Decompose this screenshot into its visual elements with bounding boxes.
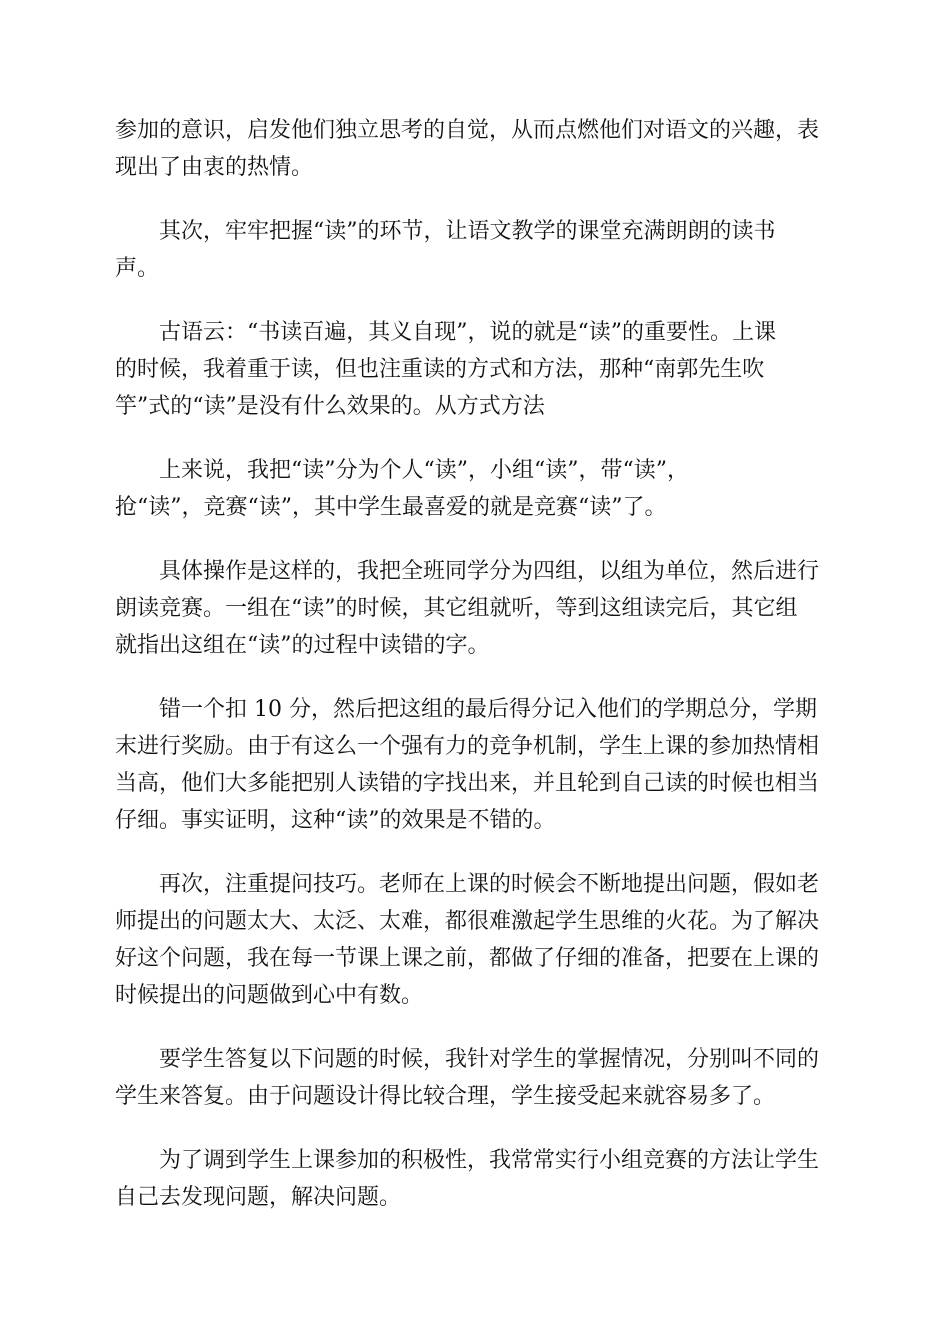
paragraph xyxy=(115,112,831,186)
paragraph xyxy=(115,866,831,1014)
text-line: 朗读竞赛。一组在“读”的时候，其它组就听，等到这组读完后，其它组 xyxy=(115,596,798,621)
paragraph xyxy=(115,452,831,526)
paragraph xyxy=(115,213,831,287)
text-line: 现出了由衷的热情。 xyxy=(115,155,314,180)
text-line: 就指出这组在“读”的过程中读错的字。 xyxy=(115,633,490,658)
text-line: 具体操作是这样的，我把全班同学分为四组，以组为单位，然后进行 xyxy=(159,559,820,584)
paragraph xyxy=(115,314,831,425)
text-line: 的时候，我着重于读，但也注重读的方式和方法，那种“南郭先生吹 xyxy=(115,357,765,382)
text-line: 再次，注重提问技巧。老师在上课的时候会不断地提出问题，假如老 xyxy=(159,872,820,897)
text-line: 时候提出的问题做到心中有数。 xyxy=(115,983,424,1008)
paragraph xyxy=(115,1142,831,1216)
text-line: 为了调到学生上课参加的积极性，我常常实行小组竞赛的方法让学生 xyxy=(159,1148,820,1173)
text-line: 抢“读”，竞赛“读”，其中学生最喜爱的就是竞赛“读”了。 xyxy=(115,495,667,520)
text-line: 仔细。事实证明，这种“读”的效果是不错的。 xyxy=(115,808,556,833)
text-line: 上来说，我把“读”分为个人“读”，小组“读”，带“读”， xyxy=(159,458,689,483)
text-line: 师提出的问题太大、太泛、太难，都很难激起学生思维的火花。为了解决 xyxy=(115,909,820,934)
paragraph xyxy=(115,553,831,664)
text-line: 好这个问题，我在每一节课上课之前，都做了仔细的准备，把要在上课的 xyxy=(115,946,820,971)
text-line: 竽”式的“读”是没有什么效果的。从方式方法 xyxy=(115,394,545,419)
text-line: 声。 xyxy=(115,256,160,281)
text-line: 自己去发现问题，解决问题。 xyxy=(115,1185,402,1210)
paragraph xyxy=(115,1041,831,1115)
document-body xyxy=(115,112,831,1243)
text-line: 当高，他们大多能把别人读错的字找出来，并且轮到自己读的时候也相当 xyxy=(115,771,820,796)
paragraph xyxy=(115,691,831,839)
text-line: 其次，牢牢把握“读”的环节，让语文教学的课堂充满朗朗的读书 xyxy=(159,219,776,244)
text-line: 错一个扣 10 分，然后把这组的最后得分记入他们的学期总分，学期 xyxy=(159,697,817,722)
text-line: 学生来答复。由于问题设计得比较合理，学生接受起来就容易多了。 xyxy=(115,1084,776,1109)
text-line: 末进行奖励。由于有这么一个强有力的竞争机制，学生上课的参加热情相 xyxy=(115,734,820,759)
text-line: 古语云：“书读百遍，其义自现”，说的就是“读”的重要性。上课 xyxy=(159,320,776,345)
text-line: 要学生答复以下问题的时候，我针对学生的掌握情况，分别叫不同的 xyxy=(159,1047,820,1072)
text-line: 参加的意识，启发他们独立思考的自觉，从而点燃他们对语文的兴趣，表 xyxy=(115,118,820,143)
